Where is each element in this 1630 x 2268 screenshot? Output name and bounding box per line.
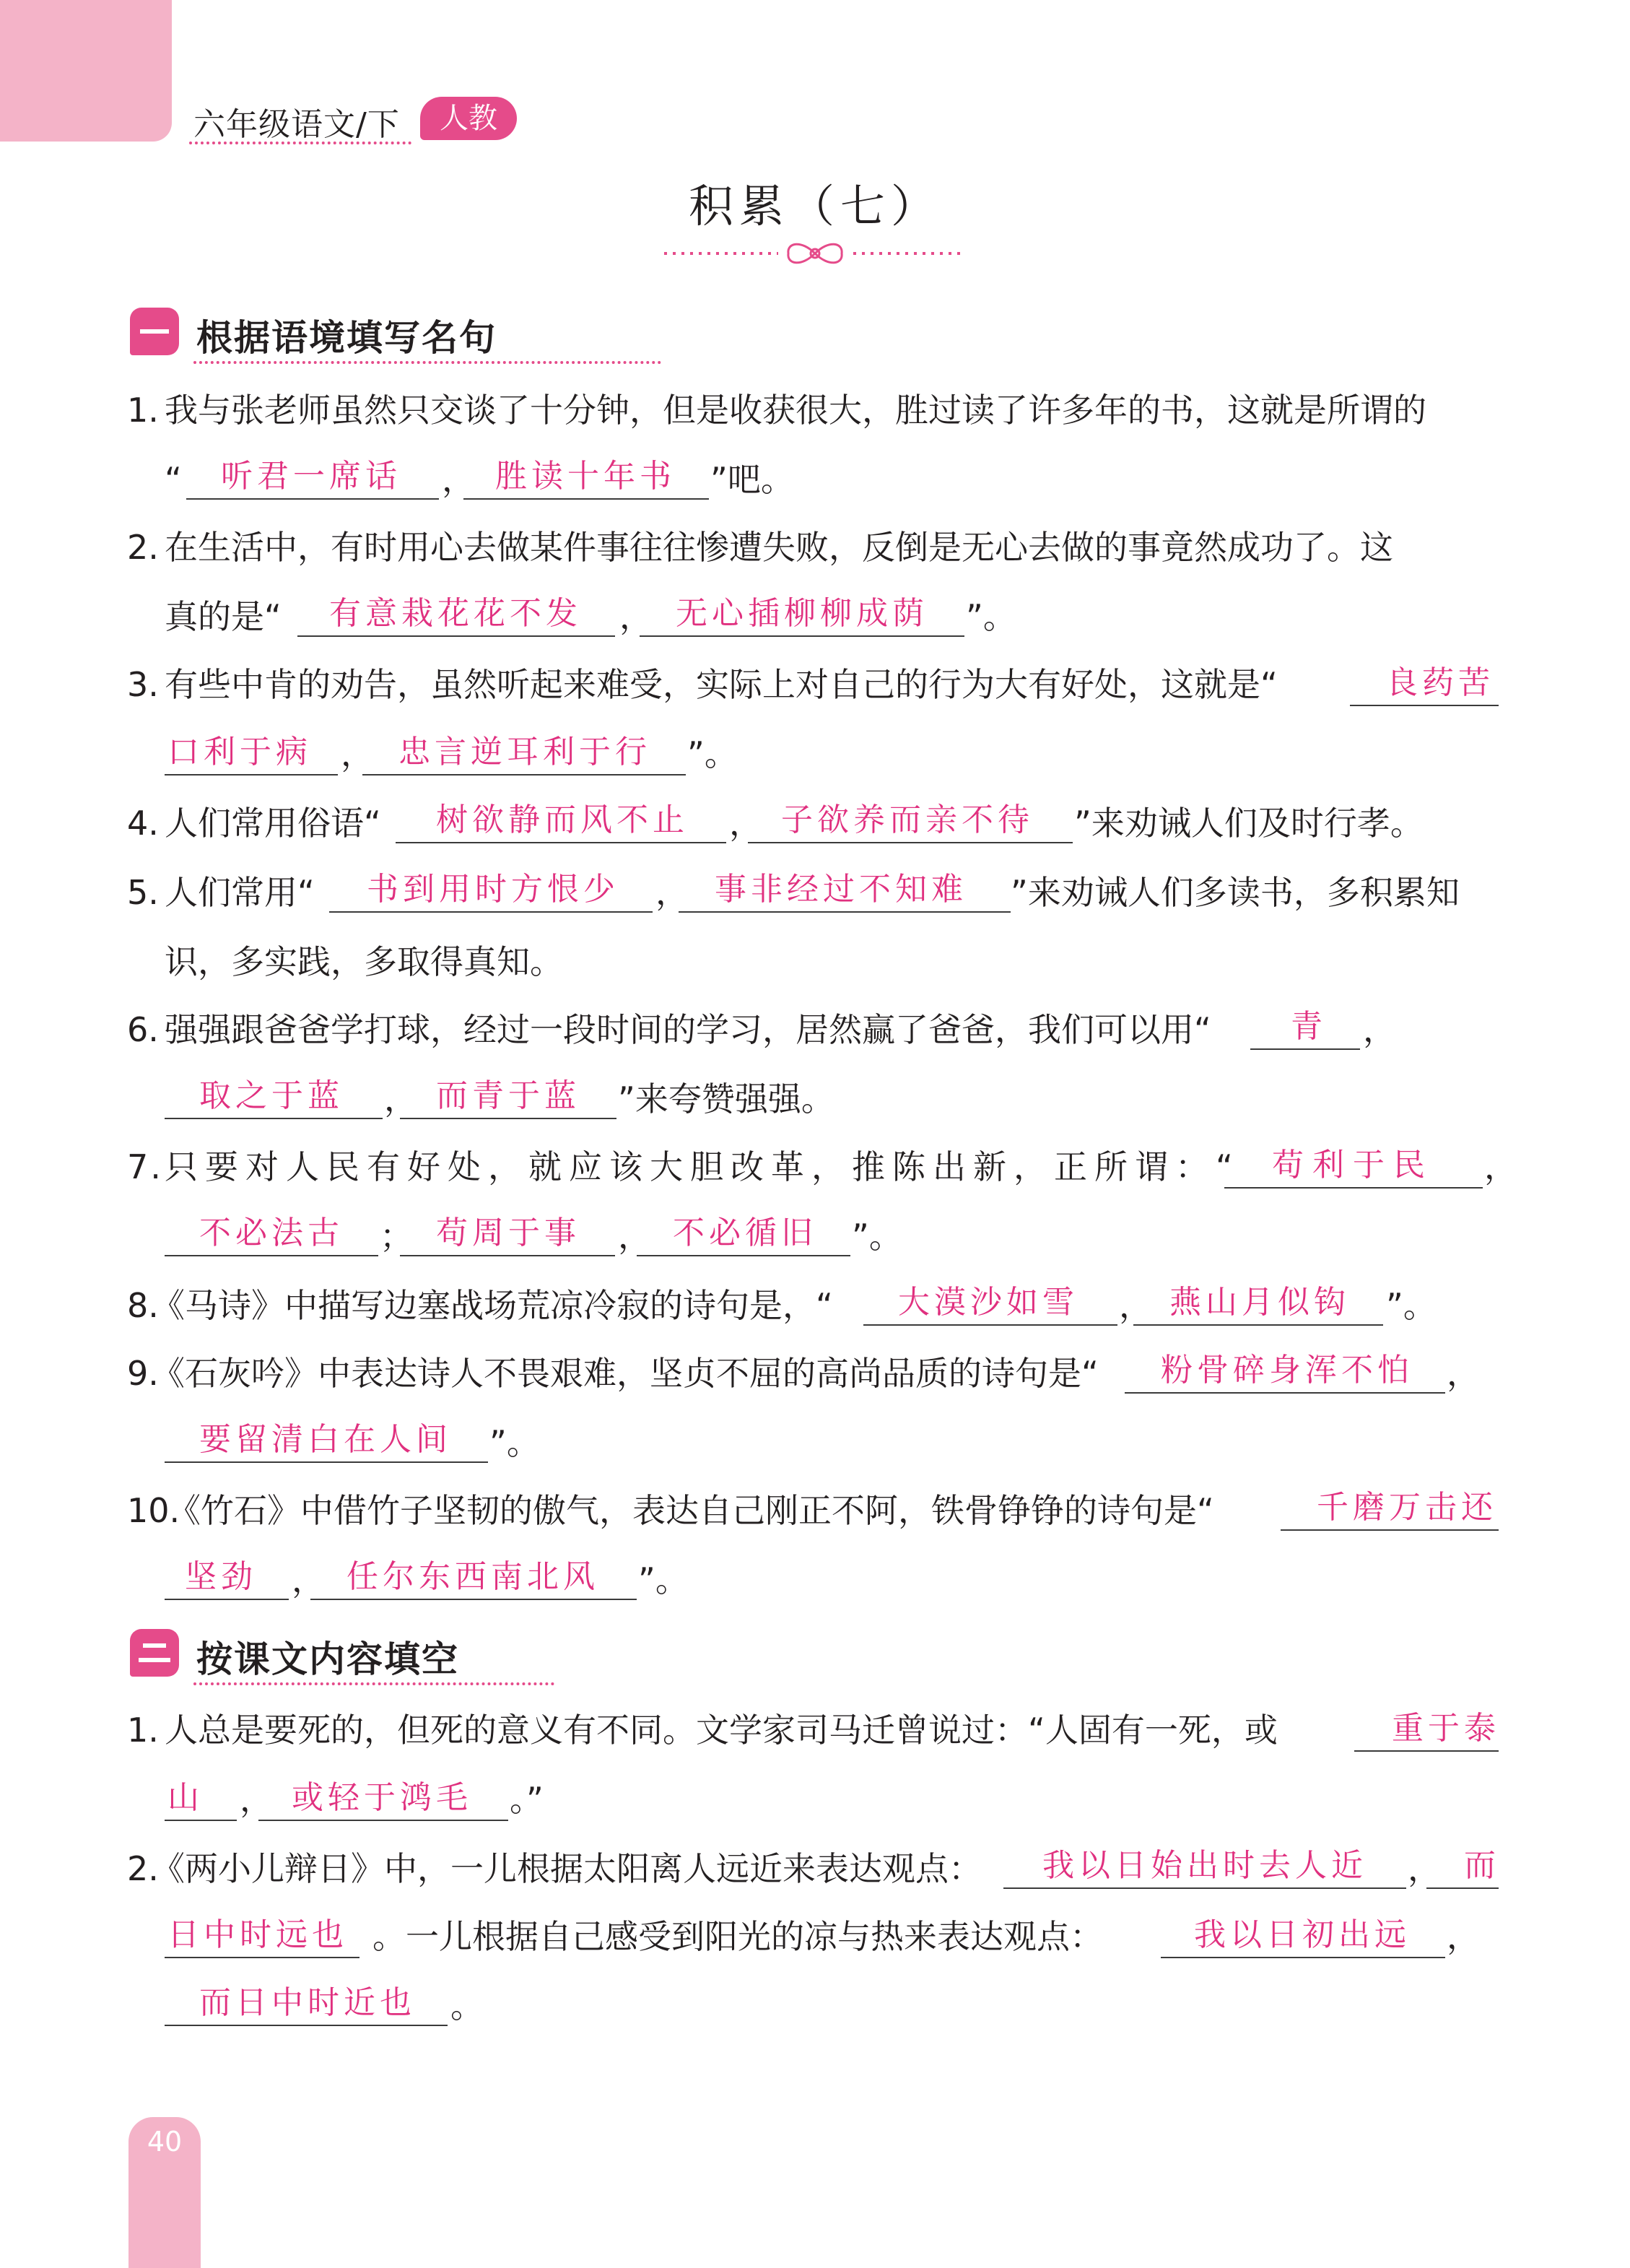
answer-blank xyxy=(1281,1529,1499,1531)
answer-blank xyxy=(1250,1048,1360,1050)
answer-text: 忠言逆耳利于行 xyxy=(398,734,651,770)
number-one-icon xyxy=(130,308,179,355)
punctuation: ， xyxy=(292,1560,325,1599)
page-number: 40 xyxy=(147,2126,183,2158)
question-4-number: 4. xyxy=(127,804,159,843)
answer-blank xyxy=(329,911,653,913)
answer-text: 听君一席话 xyxy=(221,458,401,495)
section-badge-2 xyxy=(130,1629,179,1677)
question-8-pre: 《马诗》中描写边塞战场荒凉冷寂的诗句是，“ xyxy=(152,1286,833,1325)
question-4-close: ”来劝诫人们及时行孝。 xyxy=(1074,804,1424,843)
question-9-number: 9. xyxy=(127,1354,159,1393)
punctuation: ； xyxy=(380,1217,413,1256)
punctuation: ， xyxy=(1408,1849,1441,1888)
answer-text: 苟周于事 xyxy=(436,1215,580,1251)
punctuation: ， xyxy=(1484,1147,1517,1186)
edition-badge: 人教 xyxy=(420,97,517,140)
question-9-close: ”。 xyxy=(489,1423,540,1462)
answer-text: 良药苦 xyxy=(1386,664,1494,701)
question-10-close: ”。 xyxy=(638,1560,689,1599)
punctuation: ， xyxy=(1447,1354,1480,1393)
question-4-pre: 人们常用俗语“ xyxy=(165,804,381,843)
answer-text: 事非经过不知难 xyxy=(715,871,967,908)
header-subject: 六年级语文/下 xyxy=(193,106,400,143)
answer-text: 不必法古 xyxy=(199,1215,344,1251)
section-title-2: 按课文内容填空 xyxy=(196,1638,459,1680)
answer-text: 无心插柳柳成荫 xyxy=(676,595,928,632)
question-10-pre: 《竹石》中借竹子坚韧的傲气，表达自己刚正不阿，铁骨铮铮的诗句是“ xyxy=(167,1491,1214,1530)
punctuation: ， xyxy=(619,597,653,636)
punctuation: ， xyxy=(240,1780,273,1819)
punctuation: ， xyxy=(1119,1286,1152,1325)
question-s2-1-number: 1. xyxy=(127,1711,159,1750)
answer-blank xyxy=(1354,1750,1499,1752)
answer-blank xyxy=(165,1599,289,1600)
header-underline xyxy=(189,142,411,144)
answer-text: 而 xyxy=(1464,1847,1500,1884)
punctuation: ， xyxy=(442,460,475,499)
question-1-number: 1. xyxy=(127,391,159,430)
answer-blank xyxy=(1133,1324,1383,1326)
question-5-post: ”来劝诫人们多读书，多积累知 xyxy=(1011,873,1460,912)
answer-text: 坚劲 xyxy=(185,1558,257,1595)
question-1-close: ”吧。 xyxy=(710,460,794,499)
answer-text: 大漠沙如雪 xyxy=(898,1284,1078,1321)
question-3-text: 有些中肯的劝告，虽然听起来难受，实际上对自己的行为大有好处，这就是“ xyxy=(165,665,1278,704)
question-2-pre: 真的是“ xyxy=(165,597,282,636)
answer-text: 任尔东西南北风 xyxy=(347,1558,599,1595)
question-8-number: 8. xyxy=(127,1286,159,1325)
answer-blank xyxy=(165,1461,488,1463)
question-6-close: ”来夸赞强强。 xyxy=(618,1079,834,1118)
answer-text: 我以日初出远 xyxy=(1194,1916,1411,1953)
question-3-close: ”。 xyxy=(687,734,738,773)
question-s2-2-mid: 。一儿根据自己感受到阳光的凉与热来表达观点： xyxy=(372,1917,1103,1956)
question-3-number: 3. xyxy=(127,665,159,704)
question-1-text: 我与张老师虽然只交谈了十分钟，但是收获很大，胜过读了许多年的书，这就是所谓的 xyxy=(165,391,1426,430)
answer-blank xyxy=(748,842,1073,843)
answer-text: 苟利于民 xyxy=(1272,1147,1434,1183)
answer-blank xyxy=(640,635,964,637)
answer-blank xyxy=(165,1118,383,1119)
answer-text: 燕山月似钩 xyxy=(1169,1284,1350,1321)
number-two-icon xyxy=(130,1629,179,1677)
answer-text: 口利于病 xyxy=(167,734,312,770)
question-2-number: 2. xyxy=(127,528,159,567)
question-7-number: 7. xyxy=(127,1147,163,1186)
section-underline-1 xyxy=(193,361,661,364)
punctuation: ， xyxy=(384,1079,417,1118)
answer-text: 书到用时方恨少 xyxy=(367,871,619,908)
answer-text: 而青于蓝 xyxy=(436,1077,580,1114)
question-7-close: ”。 xyxy=(852,1217,902,1256)
answer-text: 粉骨碎身浑不怕 xyxy=(1161,1352,1413,1389)
answer-text: 或轻于鸿毛 xyxy=(292,1779,472,1816)
answer-blank xyxy=(396,842,726,843)
question-5-text2: 识，多实践，多取得真知。 xyxy=(165,942,563,981)
answer-blank xyxy=(1224,1187,1483,1189)
answer-blank xyxy=(400,1118,616,1119)
question-s2-2-end: 。 xyxy=(450,1986,484,2025)
answer-blank xyxy=(186,498,439,500)
answer-text: 山 xyxy=(167,1779,204,1816)
section-title-1: 根据语境填写名句 xyxy=(196,317,497,359)
question-s2-2-number: 2. xyxy=(127,1849,159,1888)
answer-blank xyxy=(297,635,615,637)
question-5-number: 5. xyxy=(127,873,159,912)
question-1-open-quote: “ xyxy=(165,460,182,499)
answer-blank xyxy=(165,1957,359,1958)
answer-text: 胜读十年书 xyxy=(495,458,676,495)
punctuation: ， xyxy=(341,734,374,773)
answer-text: 树欲静而风不止 xyxy=(436,801,689,838)
punctuation: ， xyxy=(618,1217,651,1256)
section-underline-2 xyxy=(193,1682,554,1685)
punctuation: ， xyxy=(655,873,689,912)
section-badge-1 xyxy=(130,308,179,355)
answer-blank xyxy=(258,1820,508,1821)
question-2-close: ”。 xyxy=(966,597,1016,636)
answer-blank xyxy=(1350,705,1499,706)
answer-blank xyxy=(165,774,338,775)
answer-blank xyxy=(362,774,686,775)
answer-text: 千磨万击还 xyxy=(1317,1489,1497,1526)
question-s2-1-pre: 人总是要死的，但死的意义有不同。文学家司马迁曾说过：“人固有一死，或 xyxy=(165,1711,1278,1750)
bow-ornament-icon xyxy=(664,238,966,269)
answer-text: 重于泰 xyxy=(1392,1710,1500,1747)
answer-blank xyxy=(165,1820,237,1821)
answer-text: 要留清白在人间 xyxy=(199,1421,452,1458)
answer-blank xyxy=(400,1255,615,1256)
answer-blank xyxy=(1125,1392,1445,1394)
answer-text: 而日中时近也 xyxy=(199,1984,416,2021)
answer-blank xyxy=(165,2025,448,2026)
answer-text: 有意栽花花不发 xyxy=(329,595,582,632)
punctuation: ， xyxy=(1363,1010,1396,1049)
answer-blank xyxy=(1426,1887,1499,1889)
answer-blank xyxy=(1161,1957,1445,1958)
answer-blank xyxy=(463,498,709,500)
answer-blank xyxy=(165,1255,378,1256)
answer-blank xyxy=(637,1255,850,1256)
answer-text: 取之于蓝 xyxy=(199,1077,344,1114)
punctuation: ， xyxy=(729,804,762,843)
answer-text: 日中时远也 xyxy=(167,1916,348,1953)
question-10-number: 10. xyxy=(127,1491,180,1530)
question-7-text: 只要对人民有好处，就应该大胆改革，推陈出新，正所谓：“ xyxy=(165,1147,1240,1186)
question-9-pre: 《石灰吟》中表达诗人不畏艰难，坚贞不屈的高尚品质的诗句是“ xyxy=(152,1354,1099,1393)
question-6-text: 强强跟爸爸学打球，经过一段时间的学习，居然赢了爸爸，我们可以用“ xyxy=(165,1010,1211,1049)
answer-text: 子欲养而亲不待 xyxy=(781,801,1034,838)
question-8-close: ”。 xyxy=(1386,1286,1437,1325)
answer-blank xyxy=(863,1324,1117,1326)
answer-text: 青 xyxy=(1291,1008,1327,1045)
answer-blank xyxy=(679,911,1011,913)
page-title: 积累（七） xyxy=(688,180,941,233)
answer-blank xyxy=(1003,1887,1406,1889)
question-2-text: 在生活中，有时用心去做某件事往往惨遭失败，反倒是无心去做的事竟然成功了。这 xyxy=(165,528,1393,567)
answer-text: 不必循旧 xyxy=(673,1215,817,1251)
question-s2-2-pre: 《两小儿辩日》中，一儿根据太阳离人远近来表达观点： xyxy=(152,1849,982,1888)
answer-text: 我以日始出时去人近 xyxy=(1042,1847,1367,1884)
question-6-number: 6. xyxy=(127,1010,159,1049)
punctuation: ， xyxy=(1447,1917,1480,1956)
corner-tab xyxy=(0,0,172,142)
question-5-pre: 人们常用“ xyxy=(165,873,315,912)
question-s2-1-close: 。” xyxy=(510,1780,544,1819)
answer-blank xyxy=(310,1599,637,1600)
